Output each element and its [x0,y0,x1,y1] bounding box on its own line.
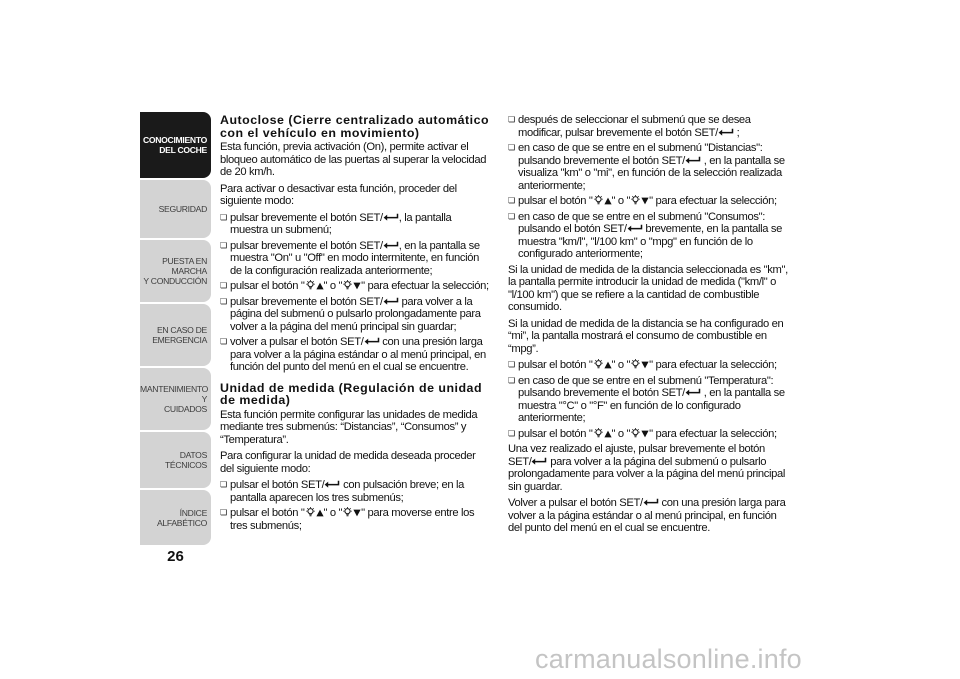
section-title-unidad-de-medida: Unidad de medida (Regulación de unidad de medida) [220,380,483,407]
list-item-text: , en la pantalla se muestra "°C" o "°F" en función de lo configurado anteriormente; [518,387,785,424]
paragraph-text: con una presión larga para volver a la página estándar o al menú principal, en función del punto del menú en el cual se encuentre. [508,497,786,534]
arrow-down-icon [641,197,649,205]
arrow-down-icon [641,430,649,438]
paragraph: Esta función, previa activación (On), permite activar el bloqueo automático de las puertas al superar la velocidad de 20 km/h. [220,141,487,178]
list-item-text: pulsar el botón " [230,507,305,519]
list-item-text: " para efectuar la selección; [649,195,777,207]
tab-label: PUESTA EN MARCHA Y CONDUCCIÓN [143,256,207,286]
tab-en-caso-de-emergencia[interactable] [140,304,211,366]
tab-label: SEGURIDAD [158,204,207,214]
list-item-text: brevemente, en la pantalla se muestra "km/l", "l/100 km" o "mpg" en función de lo configurado anteriormente; [518,223,782,260]
list-item-text: " para efectuar la selección; [649,359,777,371]
arrow-down-icon [353,282,361,290]
tab-label: CONOCIMIENTO DEL COCHE [142,135,207,155]
enter-return-icon [364,337,380,346]
list-item [220,479,492,504]
paragraph [508,443,788,493]
list-item-text: pulsar el botón " [518,359,593,371]
list-item-text: pulsar el botón SET/ [230,479,325,491]
tab-puesta-en-marcha[interactable] [140,240,211,302]
enter-return-icon [685,156,701,165]
tab-indice-alfabetico[interactable] [140,490,211,545]
arrow-up-icon [604,361,612,369]
list-item [220,296,492,334]
list-item-text: con pulsación breve; en la pantalla aparecen los tres submenús; [230,479,465,504]
list-item [220,280,492,293]
page-number: 26 [167,548,184,565]
paragraph-text: Volver a pulsar el botón SET/ [508,497,643,509]
illumination-icon [342,507,353,517]
list-item-text: pulsar brevemente el botón SET/ [230,295,383,308]
illumination-icon [593,428,604,438]
paragraph: Para configurar la unidad de medida deseada proceder del siguiente modo: [220,450,476,475]
list-item-text: " para efectuar la selección; [361,280,489,292]
paragraph-text: Una vez realizado el ajuste, pulsar brevemente el botón SET/ [508,443,765,468]
watermark: carmanualsonline.info [535,644,802,674]
arrow-down-icon [353,509,361,517]
list-item [508,142,788,192]
list-item [220,336,492,374]
tab-label: MANTENIMIENTO Y CUIDADOS [140,384,209,414]
list-item [508,195,788,208]
illumination-icon [630,359,641,369]
arrow-up-icon [604,430,612,438]
tab-mantenimiento[interactable] [140,368,211,430]
tab-label: DATOS TÉCNICOS [164,450,207,470]
list-item-text: " o " [611,195,631,207]
list-item-text: " o " [611,427,631,440]
list-item-text: " o " [611,359,631,371]
list-item-text: " o " [323,507,343,519]
list-item-text: después de seleccionar el submenú que se desea modificar, pulsar brevemente el botón SET/ [518,114,751,139]
list-item-text: con una presión larga para volver a la página estándar o al menú principal, en función del punto del menú en el cual se encuentre. [230,336,486,373]
list-item-text: , la pantalla muestra un submenú; [230,211,452,236]
paragraph: Si la unidad de medida de la distancia seleccionada es "km", la pantalla permite introducir la unidad de medida ("km/l" o "l/100 km") que se refiere a la cantidad de combustible consumido. [508,263,788,313]
list-item-text: volver a pulsar el botón SET/ [230,336,364,348]
section-title-autoclose: Autoclose (Cierre centralizado automático con el vehículo en movimiento) [220,113,490,140]
list-item [220,507,492,532]
list-item-text: ; [733,126,740,139]
list-item [220,212,492,237]
illumination-icon [342,280,353,290]
paragraph: Si la unidad de medida de la distancia se ha configurado en “mi”, la pantalla mostrará el consumo de combustible en “mpg”. [508,317,784,355]
list-item [508,211,788,261]
illumination-icon [593,359,604,369]
paragraph-text: para volver a la página del submenú o pulsarlo prolongadamente para volver a la página del menú principal sin guardar. [508,455,785,493]
list-item-text: en caso de que se entre en el submenú "Temperatura": pulsando brevemente el botón SET/ [518,374,774,399]
list-item-text: , en la pantalla se visualiza "km" o "mi", en función de la selección realizada anteriormente; [518,154,785,192]
arrow-up-icon [316,282,324,290]
list-item-text: pulsar brevemente el botón SET/ [230,211,383,224]
illumination-icon [593,195,604,205]
left-column [220,114,492,535]
tab-datos-tecnicos[interactable] [140,432,211,488]
list-item-text: pulsar el botón " [230,280,305,292]
list-item [508,114,788,139]
list-item-text: , en la pantalla se muestra "On" u "Off" en modo intermitente, en función de la configuración realizada anteriormente; [230,239,480,277]
illumination-icon [305,280,316,290]
list-item-text: pulsar el botón " [518,195,593,207]
list-item-text: " para efectuar la selección; [649,427,777,440]
list-item-text: pulsar el botón " [518,427,593,440]
enter-return-icon [718,128,734,137]
list-item-text: pulsar brevemente el botón SET/ [230,239,383,252]
list-item-text: " para moverse entre los tres submenús; [230,507,475,532]
enter-return-icon [383,297,399,306]
list-item [220,240,492,278]
tab-label: ÍNDICE ALFABÉTICO [156,507,207,528]
paragraph: Esta función permite configurar las unidades de medida mediante tres submenús: “Distancias”, “Consumos” y “Temperatura”. [220,408,478,446]
enter-return-icon [324,480,340,489]
illumination-icon [305,507,316,517]
paragraph [508,497,788,535]
list-item [508,428,788,441]
tab-label: EN CASO DE EMERGENCIA [152,325,207,345]
illumination-icon [630,428,641,438]
list-item-text: " o " [323,280,343,292]
sidebar-nav [140,112,211,545]
list-item [508,359,788,372]
enter-return-icon [685,388,701,397]
right-column [508,114,788,539]
enter-return-icon [383,213,399,222]
arrow-up-icon [316,509,324,517]
enter-return-icon [643,498,659,507]
arrow-up-icon [604,197,612,205]
tab-conocimiento-del-coche[interactable] [140,112,211,178]
tab-seguridad[interactable] [140,180,211,238]
arrow-down-icon [641,361,649,369]
list-item-text: en caso de que se entre en el submenú "Distancias": pulsando brevemente el botón SET/ [518,142,763,167]
list-item [508,375,788,425]
enter-return-icon [531,457,547,466]
paragraph: Para activar o desactivar esta función, proceder del siguiente modo: [220,182,457,207]
list-item-text: para volver a la página del submenú o pulsarlo prolongadamente para volver a la página del menú principal sin guardar; [230,295,481,333]
enter-return-icon [627,224,643,233]
illumination-icon [630,195,641,205]
enter-return-icon [383,241,399,250]
list-item-text: en caso de que se entre en el submenú "Consumos": pulsando el botón SET/ [518,210,766,235]
